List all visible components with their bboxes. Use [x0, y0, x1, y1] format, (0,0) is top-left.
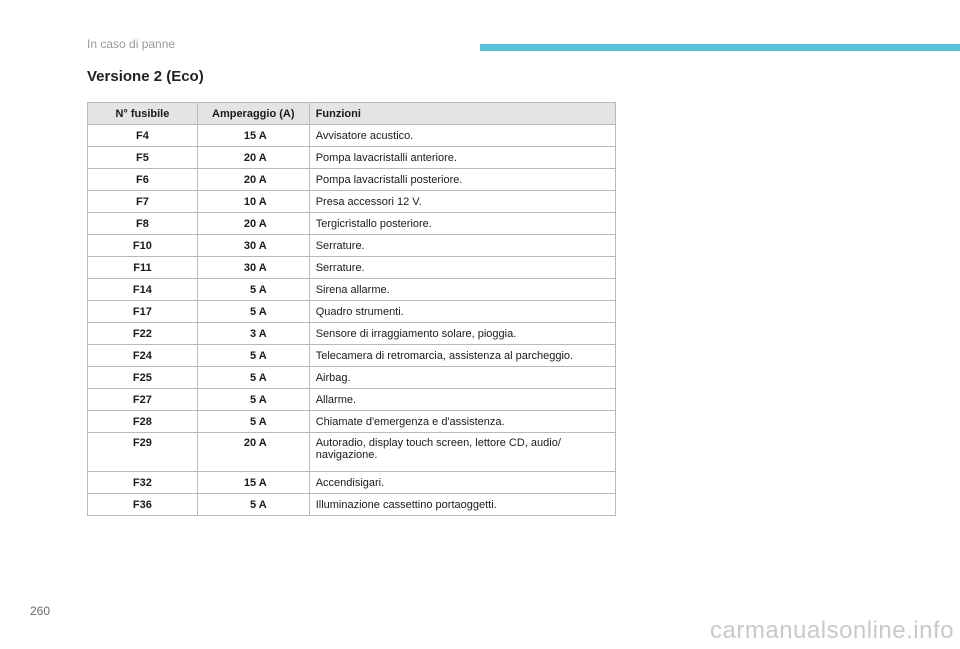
- fuse-number-cell: F5: [88, 147, 198, 169]
- function-cell: Tergicristallo posteriore.: [309, 213, 615, 235]
- table-row: [88, 323, 616, 345]
- function-cell: Chiamate d'emergenza e d'assistenza.: [309, 411, 615, 433]
- watermark: carmanualsonline.info: [710, 617, 954, 644]
- fuse-number-cell: F29: [88, 433, 198, 472]
- function-cell: Pompa lavacristalli posteriore.: [309, 169, 615, 191]
- page-title: Versione 2 (Eco): [87, 68, 204, 85]
- fuse-number-cell: F36: [88, 494, 198, 516]
- amperage-cell: 20 A: [197, 213, 309, 235]
- amperage-cell: 20 A: [197, 147, 309, 169]
- function-cell: Airbag.: [309, 367, 615, 389]
- table-row: [88, 345, 616, 367]
- table-row: [88, 257, 616, 279]
- table-row: [88, 235, 616, 257]
- amperage-cell: 30 A: [197, 257, 309, 279]
- page-number: 260: [30, 604, 51, 618]
- table-row: [88, 367, 616, 389]
- function-cell: Serrature.: [309, 235, 615, 257]
- fuse-table: [87, 102, 616, 516]
- column-header-fuse: N° fusibile: [88, 103, 198, 125]
- fuse-number-cell: F22: [88, 323, 198, 345]
- amperage-cell: 20 A: [197, 433, 309, 472]
- amperage-cell: 10 A: [197, 191, 309, 213]
- table-row: [88, 472, 616, 494]
- fuse-number-cell: F28: [88, 411, 198, 433]
- amperage-cell: 15 A: [197, 472, 309, 494]
- column-header-amperage: Amperaggio (A): [197, 103, 309, 125]
- fuse-number-cell: F11: [88, 257, 198, 279]
- table-row: [88, 213, 616, 235]
- function-cell: Illuminazione cassettino portaoggetti.: [309, 494, 615, 516]
- table-body: [88, 125, 616, 516]
- amperage-cell: 5 A: [197, 494, 309, 516]
- fuse-number-cell: F7: [88, 191, 198, 213]
- table-row: [88, 191, 616, 213]
- amperage-cell: 20 A: [197, 169, 309, 191]
- function-cell: Presa accessori 12 V.: [309, 191, 615, 213]
- function-cell: Serrature.: [309, 257, 615, 279]
- table-row: [88, 169, 616, 191]
- fuse-number-cell: F24: [88, 345, 198, 367]
- function-cell: Allarme.: [309, 389, 615, 411]
- table-row: [88, 301, 616, 323]
- function-cell: Sirena allarme.: [309, 279, 615, 301]
- function-cell: Autoradio, display touch screen, lettore CD, audio/ navigazione.: [309, 433, 615, 472]
- fuse-number-cell: F4: [88, 125, 198, 147]
- function-cell: Sensore di irraggiamento solare, pioggia.: [309, 323, 615, 345]
- amperage-cell: 5 A: [197, 301, 309, 323]
- table-row: [88, 279, 616, 301]
- fuse-number-cell: F10: [88, 235, 198, 257]
- amperage-cell: 15 A: [197, 125, 309, 147]
- fuse-number-cell: F32: [88, 472, 198, 494]
- table-row: [88, 389, 616, 411]
- fuse-number-cell: F8: [88, 213, 198, 235]
- amperage-cell: 5 A: [197, 279, 309, 301]
- table-row: [88, 125, 616, 147]
- table-row: [88, 147, 616, 169]
- table-row: [88, 433, 616, 472]
- fuse-number-cell: F17: [88, 301, 198, 323]
- fuse-number-cell: F25: [88, 367, 198, 389]
- table-row: [88, 411, 616, 433]
- table-row: [88, 494, 616, 516]
- fuse-number-cell: F27: [88, 389, 198, 411]
- amperage-cell: 5 A: [197, 367, 309, 389]
- amperage-cell: 3 A: [197, 323, 309, 345]
- amperage-cell: 5 A: [197, 389, 309, 411]
- fuse-number-cell: F14: [88, 279, 198, 301]
- function-cell: Avvisatore acustico.: [309, 125, 615, 147]
- function-cell: Pompa lavacristalli anteriore.: [309, 147, 615, 169]
- function-cell: Accendisigari.: [309, 472, 615, 494]
- fuse-number-cell: F6: [88, 169, 198, 191]
- header-accent-bar: [480, 44, 960, 51]
- amperage-cell: 30 A: [197, 235, 309, 257]
- amperage-cell: 5 A: [197, 411, 309, 433]
- section-header: In caso di panne: [87, 37, 176, 51]
- column-header-function: Funzioni: [309, 103, 615, 125]
- table-header-row: [88, 103, 616, 125]
- function-cell: Quadro strumenti.: [309, 301, 615, 323]
- amperage-cell: 5 A: [197, 345, 309, 367]
- function-cell: Telecamera di retromarcia, assistenza al parcheggio.: [309, 345, 615, 367]
